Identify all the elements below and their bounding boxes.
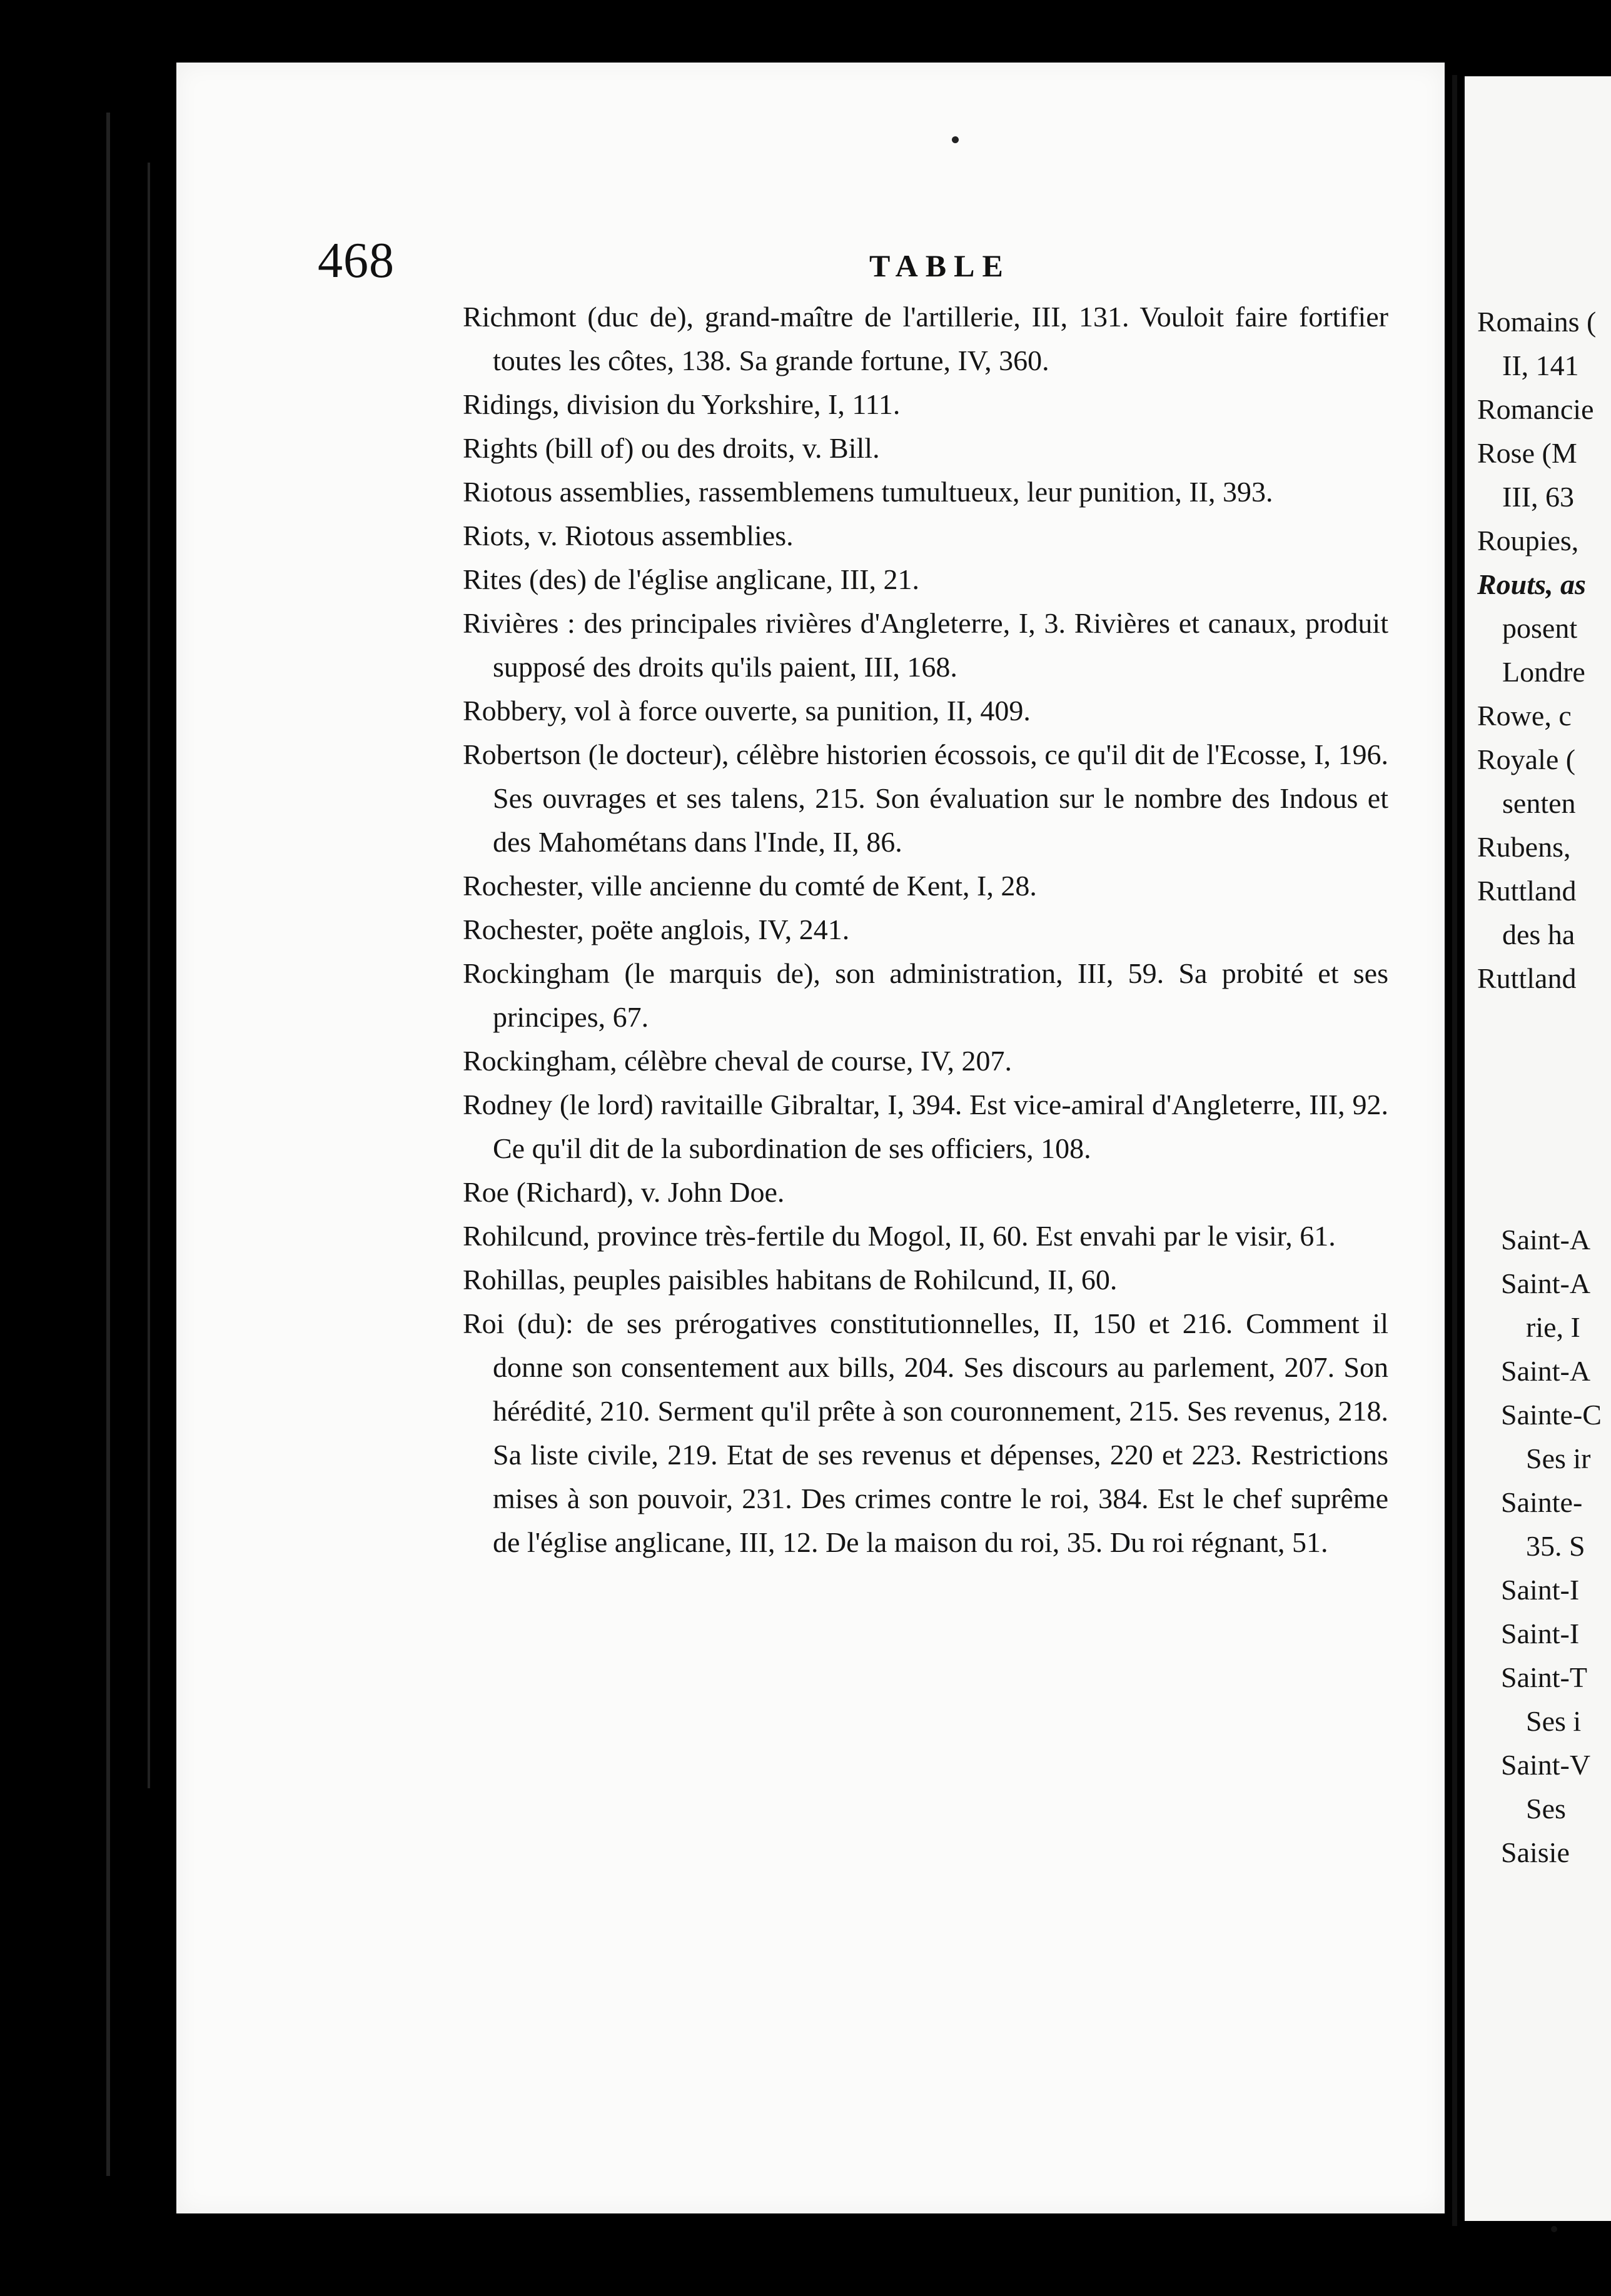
index-entry: Rivières : des principales rivières d'Angleterre, I, 3. Rivières et canaux, produit supposé des droits qu'ils paient, III, 168. bbox=[463, 607, 1388, 683]
index-entry: Roi (du): de ses prérogatives constitutionnelles, II, 150 et 216. Comment il donne son consentement aux bills, 204. Ses discours au parlement, 207. Son hérédité, 210. Serment qu'il prête à son couronnement, 215. Ses revenus, 218. Sa liste civile, 219. Etat de ses revenus et dépenses, 220 et 223. Restrictions mises à son pouvoir, 231. Des crimes contre le roi, 384. Est le chef suprême de l'église anglicane, III, 12. De la maison du roi, 35. Du roi régnant, 51. bbox=[463, 1307, 1388, 1558]
facing-line: Rowe, c bbox=[1477, 700, 1572, 732]
index-entries bbox=[463, 295, 1388, 1564]
facing-line: posent bbox=[1502, 612, 1578, 644]
facing-line: rie, I bbox=[1526, 1311, 1580, 1343]
index-entry: Rights (bill of) ou des droits, v. Bill. bbox=[463, 432, 880, 464]
index-entry: Robbery, vol à force ouverte, sa punition, II, 409. bbox=[463, 695, 1031, 727]
facing-line: Saint-A bbox=[1501, 1224, 1591, 1256]
index-entry: Riotous assemblies, rassemblemens tumultueux, leur punition, II, 393. bbox=[463, 476, 1273, 508]
facing-line: senten bbox=[1502, 787, 1576, 819]
scan-border-mark bbox=[106, 113, 110, 2176]
facing-line: Royale ( bbox=[1477, 743, 1576, 775]
index-entry: Rochester, ville ancienne du comté de Kent, I, 28. bbox=[463, 870, 1037, 902]
facing-line: Ses i bbox=[1526, 1705, 1582, 1737]
running-head: TABLE bbox=[869, 248, 1011, 283]
index-entry: Riots, v. Riotous assemblies. bbox=[463, 520, 794, 551]
facing-line: III, 63 bbox=[1502, 481, 1574, 513]
facing-line: Saint-T bbox=[1501, 1661, 1587, 1693]
facing-line: Ruttland bbox=[1477, 875, 1577, 907]
ink-dot bbox=[952, 136, 959, 143]
facing-line: Ruttland bbox=[1477, 962, 1577, 994]
facing-page bbox=[1465, 76, 1611, 2221]
facing-line: Ses bbox=[1526, 1793, 1566, 1825]
index-entry: Ridings, division du Yorkshire, I, 111. bbox=[463, 388, 901, 420]
facing-line: Rose (M bbox=[1477, 437, 1577, 469]
index-entry: Richmont (duc de), grand-maître de l'artillerie, III, 131. Vouloit faire fortifier toutes les côtes, 138. Sa grande fortune, IV, 360. bbox=[463, 301, 1388, 376]
index-entry: Rohillas, peuples paisibles habitans de Rohilcund, II, 60. bbox=[463, 1264, 1118, 1296]
facing-line: Saisie bbox=[1501, 1836, 1570, 1868]
facing-line: Saint-A bbox=[1501, 1355, 1591, 1387]
facing-page-lower-lines bbox=[1501, 1218, 1611, 1875]
facing-line: Roupies, bbox=[1477, 525, 1579, 556]
index-entry: Robertson (le docteur), célèbre historien écossois, ce qu'il dit de l'Ecosse, I, 196. Ses ouvrages et ses talens, 215. Son évaluation sur le nombre des Indous et des Mahométans dans l'Inde, II, 86. bbox=[463, 738, 1388, 858]
facing-line: II, 141 bbox=[1502, 350, 1579, 381]
facing-line: Sainte- bbox=[1501, 1486, 1583, 1518]
index-entry: Roe (Richard), v. John Doe. bbox=[463, 1176, 785, 1208]
page-number: 468 bbox=[318, 233, 395, 288]
scan-border-mark bbox=[148, 163, 150, 1788]
index-entry: Rockingham, célèbre cheval de course, IV, 207. bbox=[463, 1045, 1012, 1077]
facing-line: Romancie bbox=[1477, 393, 1594, 425]
facing-line: Saint-I bbox=[1501, 1618, 1580, 1649]
facing-line: Saint-I bbox=[1501, 1574, 1580, 1606]
index-entry: Rockingham (le marquis de), son administration, III, 59. Sa probité et ses principes, 67. bbox=[463, 957, 1388, 1033]
facing-line: Rubens, bbox=[1477, 831, 1571, 863]
facing-line: Ses ir bbox=[1526, 1443, 1591, 1474]
facing-line: Sainte-C bbox=[1501, 1399, 1602, 1431]
index-entry: Rodney (le lord) ravitaille Gibraltar, I, 394. Est vice-amiral d'Angleterre, III, 92. Ce qu'il dit de la subordination de ses officiers, 108. bbox=[463, 1089, 1388, 1164]
facing-line: Routs, as bbox=[1477, 568, 1586, 600]
scan-speck bbox=[1551, 2226, 1557, 2232]
facing-page-upper-lines bbox=[1477, 300, 1611, 1000]
facing-line: Romains ( bbox=[1477, 306, 1597, 338]
facing-line: 35. S bbox=[1526, 1530, 1585, 1562]
index-entry: Rites (des) de l'église anglicane, III, 21. bbox=[463, 563, 919, 595]
facing-line: Saint-V bbox=[1501, 1749, 1591, 1781]
index-entry: Rohilcund, province très-fertile du Mogol, II, 60. Est envahi par le visir, 61. bbox=[463, 1220, 1336, 1252]
facing-line: Saint-A bbox=[1501, 1267, 1591, 1299]
index-entry: Rochester, poëte anglois, IV, 241. bbox=[463, 914, 850, 945]
page-gutter bbox=[1452, 75, 1457, 2226]
facing-line: des ha bbox=[1502, 919, 1575, 950]
facing-line: Londre bbox=[1502, 656, 1585, 688]
